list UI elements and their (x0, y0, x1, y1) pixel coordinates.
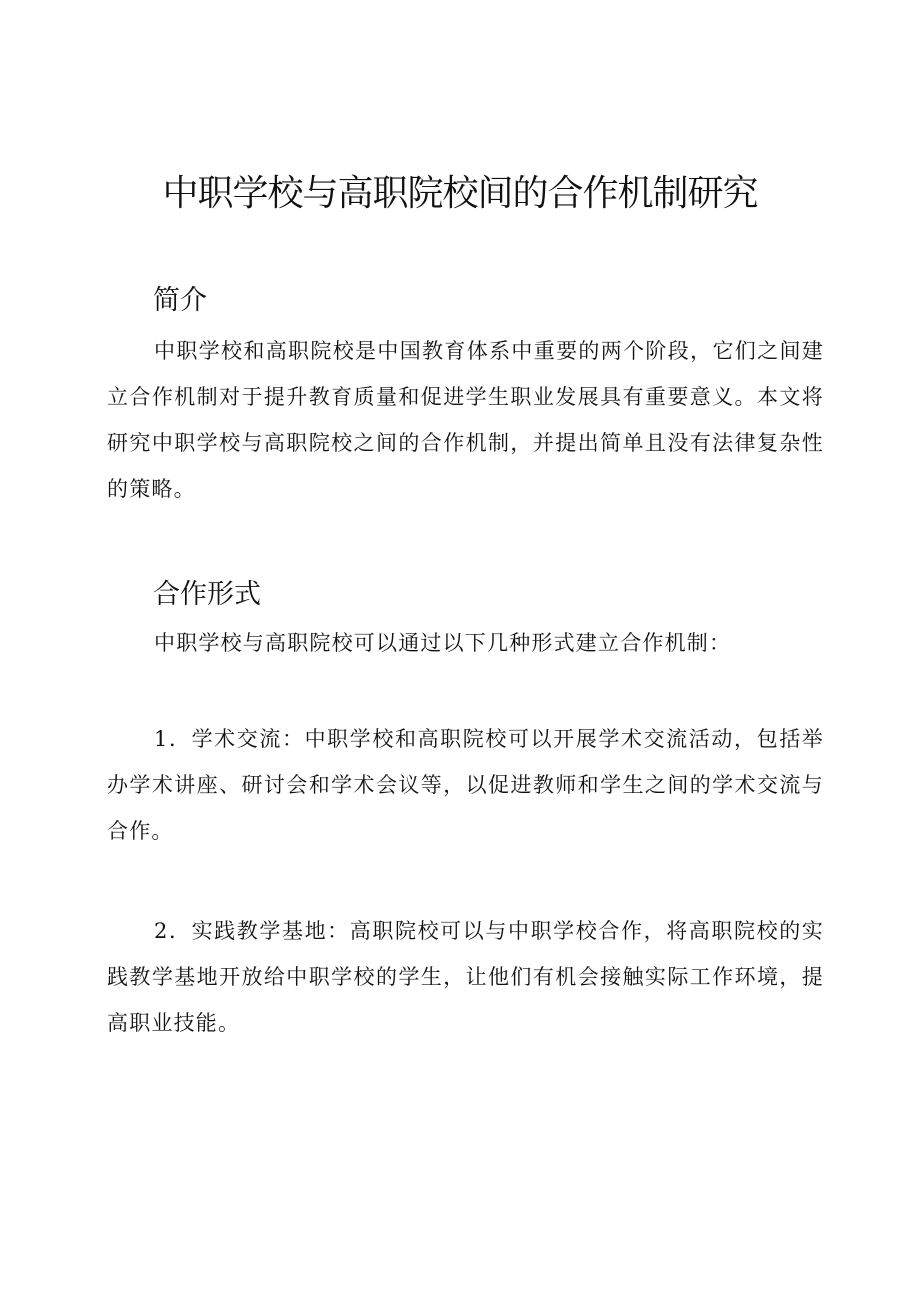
list-item-academic-exchange: 1．学术交流：中职学校和高职院校可以开展学术交流活动，包括举办学术讲座、研讨会和学术会议等，以促进教师和学生之间的学术交流与合作。 (107, 727, 824, 843)
intro-paragraph: 中职学校和高职院校是中国教育体系中重要的两个阶段，它们之间建立合作机制对于提升教育质量和促进学生职业发展具有重要意义。本文将研究中职学校与高职院校之间的合作机制，并提出简单且没有法律复杂性的策略。 (107, 339, 824, 501)
list-item-practice-base: 2．实践教学基地：高职院校可以与中职学校合作，将高职院校的实践教学基地开放给中职学校的学生，让他们有机会接触实际工作环境，提高职业技能。 (107, 919, 824, 1035)
cooperation-forms-lead-paragraph: 中职学校与高职院校可以通过以下几种形式建立合作机制： (154, 631, 732, 655)
section-heading-cooperation-forms: 合作形式 (153, 579, 261, 610)
document-title: 中职学校与高职院校间的合作机制研究 (162, 173, 758, 214)
section-heading-intro: 简介 (153, 285, 207, 316)
